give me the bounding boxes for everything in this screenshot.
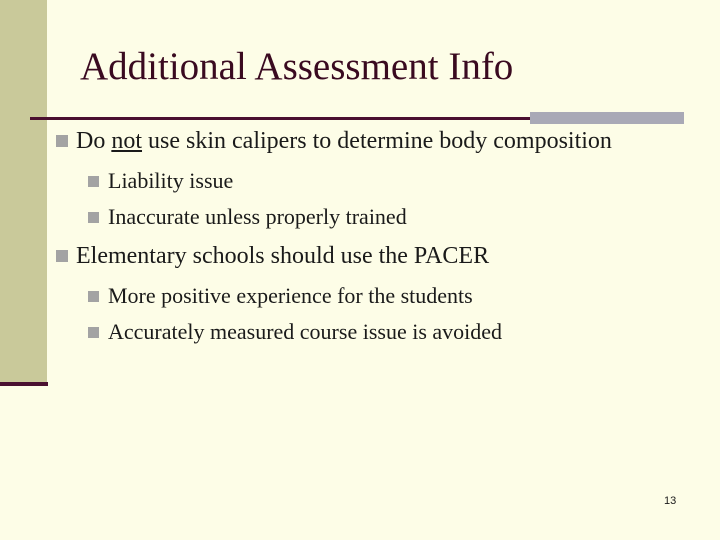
sidebar-decoration xyxy=(0,0,47,384)
sub-bullet-item xyxy=(88,283,473,309)
title-underline-accent xyxy=(530,112,684,124)
bullet-text-start: Do xyxy=(76,128,112,154)
page-number: 13 xyxy=(664,495,677,507)
square-bullet-icon xyxy=(88,327,99,338)
sub-bullet-text: Accurately measured course issue is avoided xyxy=(108,319,503,344)
bullet-item xyxy=(56,128,612,155)
sub-bullet-text: Inaccurate unless properly trained xyxy=(108,204,407,229)
square-bullet-icon xyxy=(88,212,99,223)
square-bullet-icon xyxy=(88,176,99,187)
bullet-text-end: use skin calipers to determine body composition xyxy=(142,128,612,154)
title-underline xyxy=(30,117,530,120)
sidebar-base-line xyxy=(0,382,48,386)
bullet-text: Elementary schools should use the PACER xyxy=(76,243,490,269)
sub-bullet-item xyxy=(88,204,407,230)
bullet-item xyxy=(56,243,489,270)
sub-bullet-item xyxy=(88,319,502,345)
sub-bullet-text: Liability issue xyxy=(108,168,234,193)
square-bullet-icon xyxy=(88,291,99,302)
square-bullet-icon xyxy=(56,250,68,262)
sub-bullet-text: More positive experience for the students xyxy=(108,283,473,308)
bullet-text-emphasis: not xyxy=(111,128,143,154)
slide-title: Additional Assessment Info xyxy=(80,45,514,88)
square-bullet-icon xyxy=(56,135,68,147)
sub-bullet-item xyxy=(88,168,233,194)
